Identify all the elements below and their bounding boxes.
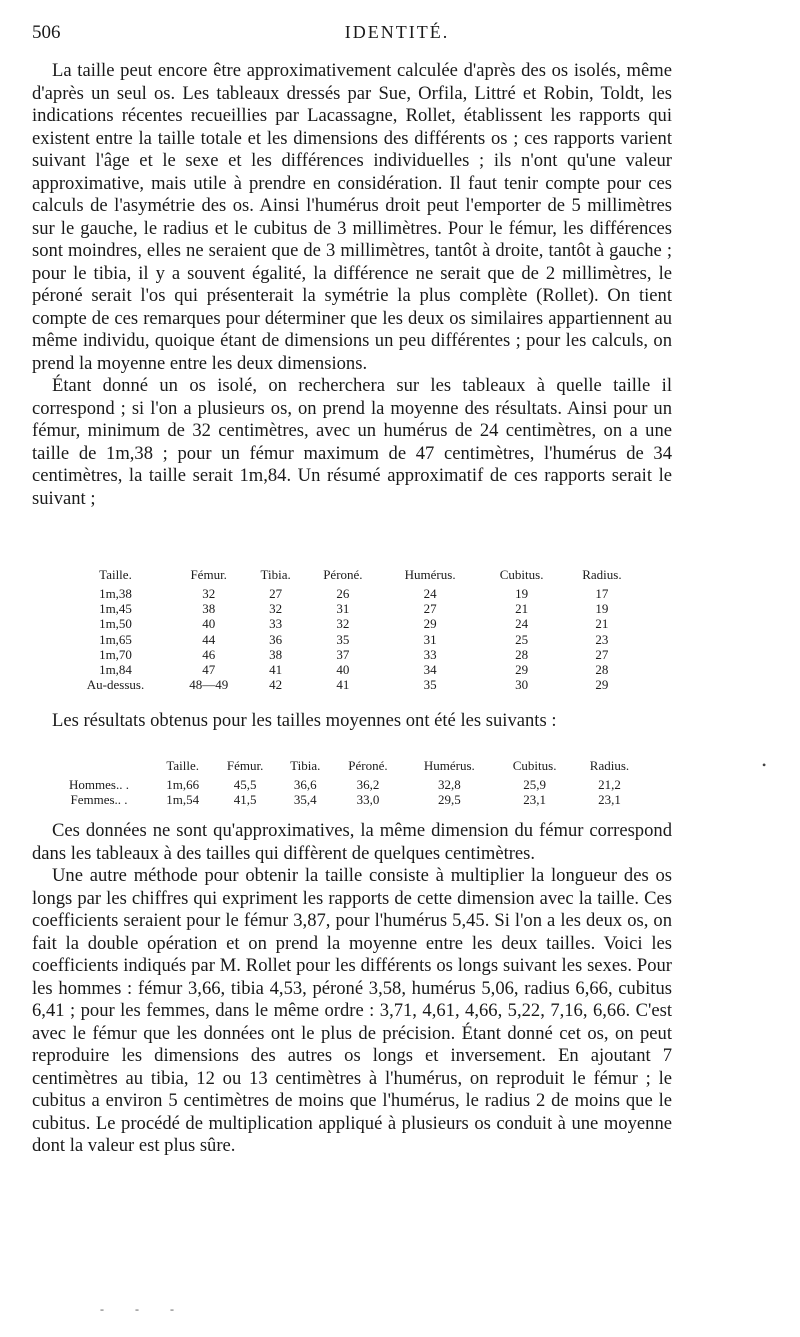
table-cell: 1m,54 bbox=[166, 792, 200, 808]
table-cell: 1m,45 bbox=[99, 601, 132, 617]
table-cell: 21 bbox=[515, 601, 529, 617]
table-cell: 38 bbox=[202, 601, 216, 617]
table-row bbox=[60, 586, 640, 601]
table-cell: 35,4 bbox=[293, 792, 317, 808]
table-cell: 36,2 bbox=[356, 777, 380, 792]
running-title: IDENTITÉ. bbox=[344, 22, 450, 42]
page-header bbox=[32, 22, 762, 48]
table-cell: 32 bbox=[269, 601, 283, 617]
table-cell: 24 bbox=[515, 616, 529, 632]
table-row bbox=[60, 632, 640, 647]
table-cell: 21,2 bbox=[598, 777, 621, 792]
table-row bbox=[60, 601, 640, 616]
table-cell: 24 bbox=[423, 586, 437, 601]
table-cell: 32,8 bbox=[437, 777, 461, 792]
column-header bbox=[45, 755, 153, 777]
table-cell: 31 bbox=[423, 631, 437, 647]
table-cell: 36,6 bbox=[293, 777, 317, 792]
table-cell: 17 bbox=[595, 586, 609, 601]
column-header: Cubitus. bbox=[512, 758, 557, 773]
table-cell: 1m,70 bbox=[99, 646, 132, 662]
table-header-row bbox=[45, 755, 645, 777]
column-header: Humérus. bbox=[423, 758, 475, 773]
table-cell: 29 bbox=[515, 662, 529, 678]
table-cell: 21 bbox=[595, 616, 609, 632]
table-cell: 35 bbox=[423, 677, 437, 693]
paragraph: La taille peut encore être approximativement calculée d'après des os isolés, même d'après un seul os. Les tableaux dressés par Sue, Orfila, Littré et Robin, Toldt, les indications récentes recueillies par Lacassagne, Rollet, établissent les rapports qui existent entre la taille totale et les dimensions des différents os ; ces rapports varient suivant l'âge et le sexe et les différences individuelles ; ils n'ont qu'une valeur approximative, mais utile à prendre en considération. Il faut tenir compte pour ces calculs de l'asymétrie des os. Ainsi l'humérus droit peut l'emporter de 5 millimètres sur le gauche, le radius et le cubitus de 3 millimètres. Pour le fémur, les différences sont moindres, elles ne seraient que de 3 millimètres, tantôt à droite, tantôt à gauche ; pour le tibia, il y a souvent égalité, la différence ne serait que de 2 millimètres, le péroné serait l'os qui présenterait la symétrie la plus complète (Rollet). On tient compte de ces remarques pour déterminer que les deux os similaires appartiennent au même individu, quoique étant de dimensions un peu différentes ; pour les calculs, on prend la moyenne entre les deux dimensions. bbox=[32, 60, 672, 374]
column-header: Radius. bbox=[589, 758, 630, 773]
paragraph: Les résultats obtenus pour les tailles moyennes ont été les suivants : bbox=[52, 710, 557, 731]
table-cell: 25 bbox=[515, 631, 529, 647]
table-cell: 45,5 bbox=[233, 777, 257, 792]
table-cell: 28 bbox=[595, 662, 609, 678]
table-cell: 26 bbox=[336, 586, 350, 601]
table-row bbox=[60, 647, 640, 662]
table-cell: 40 bbox=[202, 616, 216, 632]
table-header-row bbox=[60, 564, 640, 586]
table-cell: 36 bbox=[269, 631, 283, 647]
table-cell: 34 bbox=[423, 662, 437, 678]
text-block-middle bbox=[32, 710, 672, 733]
table-cell: 1m,65 bbox=[99, 631, 132, 647]
table-cell: 44 bbox=[202, 631, 216, 647]
table-cell: 35 bbox=[336, 631, 350, 647]
table-cell: 27 bbox=[595, 646, 609, 662]
column-header: Taille. bbox=[166, 758, 199, 773]
table-cell: 46 bbox=[202, 646, 216, 662]
text-block-after-table bbox=[32, 820, 672, 1158]
table-cell: 48—49 bbox=[189, 677, 229, 693]
table-cell: 37 bbox=[336, 646, 350, 662]
table-cell: 40 bbox=[336, 662, 350, 678]
table-cell: 41 bbox=[269, 662, 283, 678]
table-cell: 23,1 bbox=[523, 792, 546, 808]
table-cell: 27 bbox=[423, 601, 437, 617]
table-cell: 33 bbox=[269, 616, 283, 632]
table-cell: 25,9 bbox=[523, 777, 546, 792]
table-row bbox=[45, 777, 645, 792]
table-cell: 42 bbox=[269, 677, 283, 693]
table-cell: 23 bbox=[595, 631, 609, 647]
table-row bbox=[60, 662, 640, 677]
table-cell: Au-dessus. bbox=[86, 677, 145, 693]
table-cell: 29 bbox=[595, 677, 609, 693]
stature-table bbox=[60, 564, 640, 692]
table-row bbox=[60, 677, 640, 692]
table-cell: 29 bbox=[423, 616, 437, 632]
column-header: Tibia. bbox=[290, 758, 321, 773]
column-header: Cubitus. bbox=[499, 567, 544, 582]
table-cell: 33 bbox=[423, 646, 437, 662]
table-cell: 23,1 bbox=[598, 792, 621, 808]
column-header: Taille. bbox=[99, 567, 132, 582]
column-header: Péroné. bbox=[323, 567, 363, 582]
table-cell: 47 bbox=[202, 662, 216, 678]
table-cell: 1m,50 bbox=[99, 616, 132, 632]
table-cell: 19 bbox=[515, 586, 529, 601]
margin-mark: • bbox=[762, 758, 767, 772]
table-cell: 29,5 bbox=[437, 792, 461, 808]
table-cell: 27 bbox=[269, 586, 283, 601]
table-cell: 33,0 bbox=[356, 792, 380, 808]
table-cell: 31 bbox=[336, 601, 350, 617]
table-cell: Hommes.. . bbox=[69, 777, 129, 792]
column-header: Fémur. bbox=[190, 567, 227, 582]
footer-marks: - - - bbox=[100, 1302, 188, 1316]
table-cell: 1m,38 bbox=[99, 586, 132, 601]
table-cell: 41 bbox=[336, 677, 350, 693]
paragraph: Une autre méthode pour obtenir la taille consiste à multiplier la longueur des os longs par les chiffres qui expriment les rapports de cette dimension avec la taille. Ces coefficients seraient pour le fémur 3,87, pour l'humérus 5,45. Si l'on a les deux os, on fait la double opération et on prend la moyenne entre les deux tailles. Voici les coefficients indiqués par M. Rollet pour les différents os longs suivant les sexes. Pour les hommes : fémur 3,66, tibia 4,53, péroné 3,58, humérus 5,06, radius 6,66, cubitus 6,41 ; pour les femmes, dans le même ordre : 3,71, 4,61, 4,66, 5,22, 7,16, 6,66. C'est avec le fémur que les données ont le plus de précision. Étant donné cet os, on peut reproduire les dimensions des autres os longs et inversement. En ajoutant 7 centimètres au tibia, 12 ou 13 centimètres à l'humérus, on reproduit le fémur ; le cubitus a environ 5 centimètres de moins que l'humérus, le radius 2 de moins que le cubitus. Le procédé de multiplication appliqué à plusieurs os conduit à une moyenne dont la valeur est plus sûre. bbox=[32, 865, 672, 1156]
table-cell: 41,5 bbox=[233, 792, 257, 808]
table-cell: 32 bbox=[336, 616, 350, 632]
table-cell: 28 bbox=[515, 646, 529, 662]
text-block-before-table bbox=[32, 60, 672, 510]
table-row bbox=[45, 792, 645, 807]
table-row bbox=[60, 616, 640, 631]
paragraph: Ces données ne sont qu'approximatives, la même dimension du fémur correspond dans les tableaux à des tailles qui diffèrent de quelques centimètres. bbox=[32, 820, 672, 864]
column-header: Humérus. bbox=[404, 567, 456, 582]
paragraph: Étant donné un os isolé, on recherchera sur les tableaux à quelle taille il correspond ; si l'on a plusieurs os, on prend la moyenne des résultats. Ainsi pour un fémur, minimum de 32 centimètres, avec un humérus de 24 centimètres, on a une taille de 1m,38 ; pour un fémur maximum de 47 centimètres, l'humérus de 34 centimètres, la taille serait 1m,84. Un résumé approximatif de ces rapports serait le suivant ; bbox=[32, 375, 672, 509]
table-cell: 38 bbox=[269, 646, 283, 662]
column-header: Péroné. bbox=[348, 758, 388, 773]
page-number: 506 bbox=[32, 22, 61, 43]
table-cell: 19 bbox=[595, 601, 609, 617]
column-header: Radius. bbox=[582, 567, 622, 582]
column-header: Tibia. bbox=[260, 567, 291, 582]
average-stature-table bbox=[45, 755, 645, 807]
table-cell: 32 bbox=[202, 586, 216, 601]
table-cell: 1m,84 bbox=[99, 662, 132, 678]
table-cell: Femmes.. . bbox=[70, 792, 128, 808]
table-cell: 30 bbox=[515, 677, 529, 693]
table-cell: 1m,66 bbox=[166, 777, 200, 792]
column-header: Fémur. bbox=[226, 758, 264, 773]
